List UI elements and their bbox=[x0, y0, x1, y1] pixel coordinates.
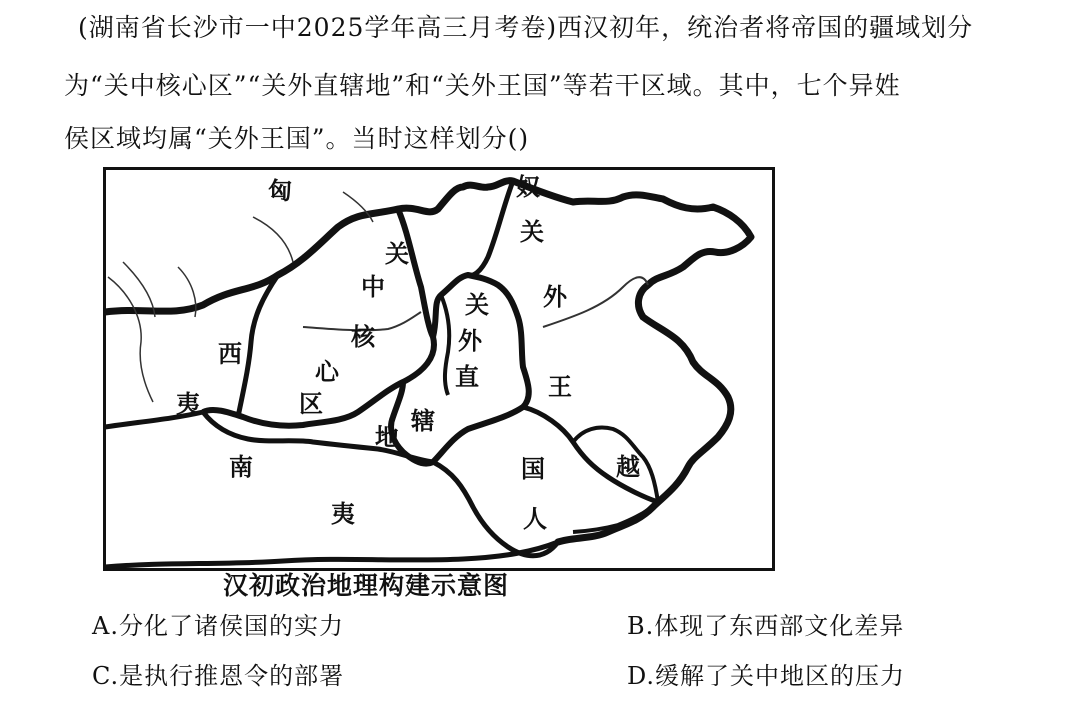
south-coast bbox=[105, 542, 558, 567]
label-zhixia-5: 地 bbox=[375, 423, 399, 451]
label-zhixia-4: 辖 bbox=[411, 407, 435, 435]
label-yue: 越 bbox=[616, 453, 640, 481]
guanzhong-west-boundary bbox=[238, 275, 278, 417]
label-guanzhong-4: 心 bbox=[315, 358, 339, 386]
question-line-2: 为“关中核心区”“关外直辖地”和“关外王国”等若干区域。其中，七个异姓 bbox=[64, 71, 901, 100]
label-zhixia-3: 直 bbox=[455, 363, 479, 391]
river-1 bbox=[108, 277, 153, 402]
label-wangguo-3: 王 bbox=[548, 373, 572, 401]
label-zhixia-2: 外 bbox=[458, 327, 482, 355]
option-c[interactable]: C.是执行推恩令的部署 bbox=[92, 662, 345, 690]
question-line-3: 侯区域均属“关外王国”。当时这样划分() bbox=[64, 124, 530, 153]
label-xiongnu-2: 奴 bbox=[516, 173, 540, 201]
label-nanyi-2: 夷 bbox=[331, 500, 355, 528]
river-6 bbox=[253, 217, 293, 262]
label-wangguo-1: 关 bbox=[520, 218, 544, 246]
map-caption: 汉初政治地理构建示意图 bbox=[223, 571, 510, 600]
wangguo-boundary bbox=[468, 181, 513, 275]
han-political-map bbox=[103, 167, 775, 571]
label-xiyi-1: 西 bbox=[218, 340, 242, 368]
label-ren: 人 bbox=[523, 505, 547, 533]
label-wangguo-4: 国 bbox=[521, 455, 545, 483]
label-xiyi-2: 夷 bbox=[176, 390, 200, 418]
map-border bbox=[105, 169, 774, 570]
map-svg bbox=[103, 167, 775, 571]
question-line-1: (湖南省长沙市一中2025学年高三月考卷)西汉初年，统治者将帝国的疆域划分 bbox=[78, 13, 974, 42]
zhixia-inner-boundary bbox=[441, 295, 449, 395]
label-guanzhong-1: 关 bbox=[385, 240, 409, 268]
label-nanyi-1: 南 bbox=[229, 453, 253, 481]
label-guanzhong-5: 区 bbox=[299, 390, 323, 418]
label-xiongnu-1: 匈 bbox=[268, 177, 292, 205]
option-d[interactable]: D.缓解了关中地区的压力 bbox=[627, 662, 906, 690]
label-zhixia-1: 关 bbox=[465, 291, 489, 319]
label-guanzhong-3: 核 bbox=[351, 323, 375, 351]
option-b[interactable]: B.体现了东西部文化差异 bbox=[627, 612, 905, 640]
label-guanzhong-2: 中 bbox=[361, 273, 385, 301]
label-wangguo-2: 外 bbox=[543, 283, 567, 311]
option-a[interactable]: A.分化了诸侯国的实力 bbox=[92, 612, 344, 640]
